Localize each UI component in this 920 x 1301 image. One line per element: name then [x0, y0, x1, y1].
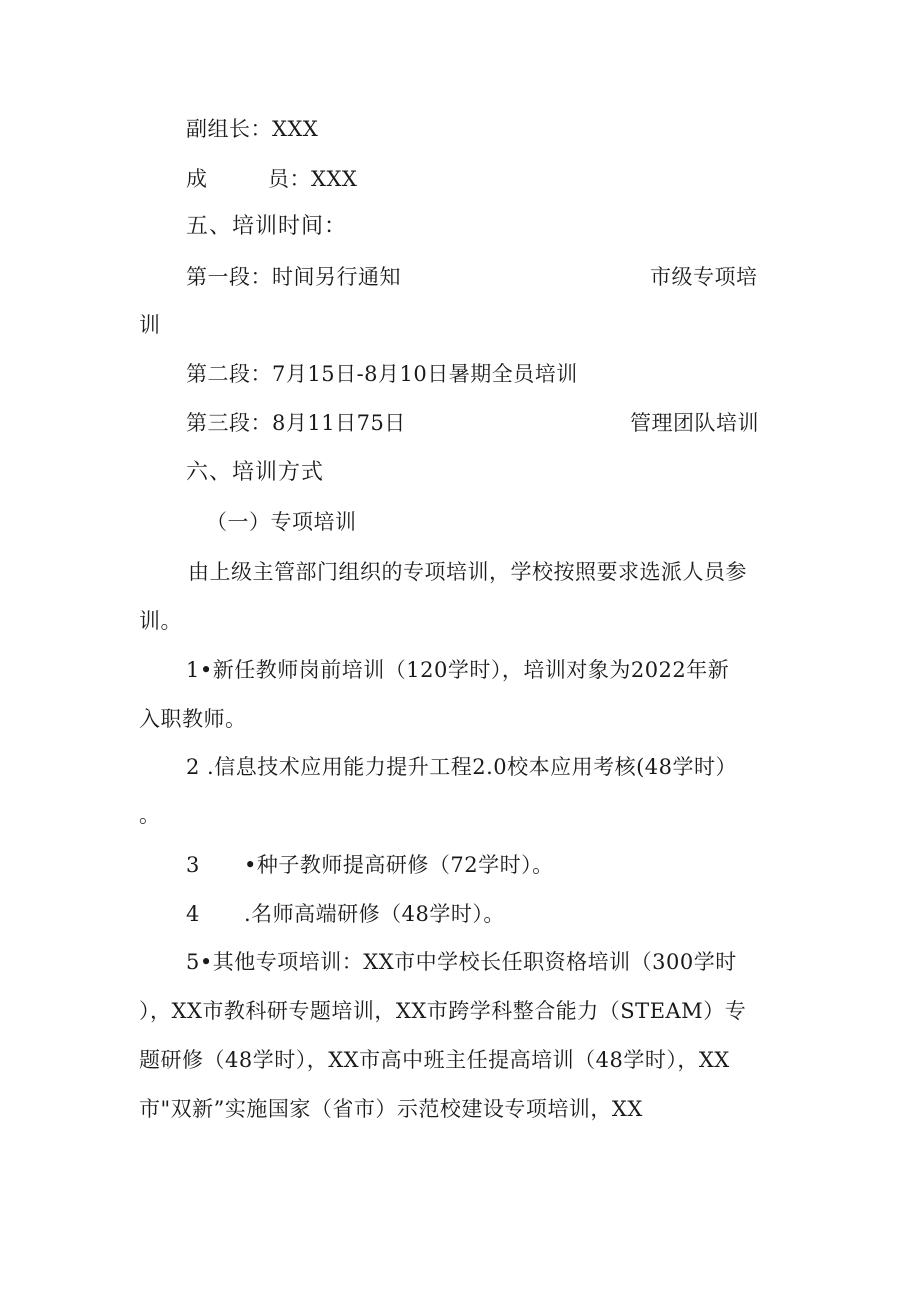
para1-text-1: 由上级主管部门组织的专项培训，学校按照要求选派人员参: [188, 560, 747, 584]
stage2-text: 第二段：7月15日-8月10日暑期全员培训: [186, 362, 578, 386]
item5-text-2: ），XX市教科研专题培训，XX市跨学科整合能力（STEAM）专: [139, 999, 747, 1023]
item4-text: .名师高端研修（48学时）。: [244, 902, 505, 926]
para1-text-2: 训。: [139, 609, 182, 633]
member-value: 员：XXX: [268, 167, 358, 191]
section6-title: 六、培训方式: [186, 460, 325, 485]
item4-num: 4: [186, 902, 200, 926]
item1-text-2: 入职教师。: [139, 707, 247, 731]
deputy-leader-text: 副组长：XXX: [186, 117, 319, 141]
sub1-title: （一）专项培训: [206, 510, 357, 534]
item5-text-4: 市"双新”实施国家（省市）示范校建设专项培训，XX: [139, 1097, 643, 1121]
item2-text-1: 2 .信息技术应用能力提升工程2.0校本应用考核(48学时）: [186, 755, 738, 779]
stage1-wrap: 训: [139, 313, 161, 337]
stage3-text: 第三段：8月11日75日: [186, 411, 406, 435]
stage1-text: 第一段：时间另行通知: [186, 265, 401, 289]
stage3-note: 管理团队培训: [630, 411, 759, 435]
item2-text-2: 。: [139, 803, 161, 827]
stage1-note: 市级专项培: [650, 265, 758, 289]
item5-text-1: 5•其他专项培训：XX市中学校长任职资格培训（300学时: [186, 950, 737, 974]
item5-text-3: 题研修（48学时），XX市高中班主任提高培训（48学时），XX: [139, 1048, 730, 1072]
section5-title: 五、培训时间：: [186, 214, 348, 239]
item1-text-1: 1•新任教师岗前培训（120学时），培训对象为2022年新: [186, 658, 730, 682]
member-label: 成: [186, 167, 208, 191]
item3-text: •种子教师提高研修（72学时）。: [244, 853, 554, 877]
item3-num: 3: [186, 853, 200, 877]
